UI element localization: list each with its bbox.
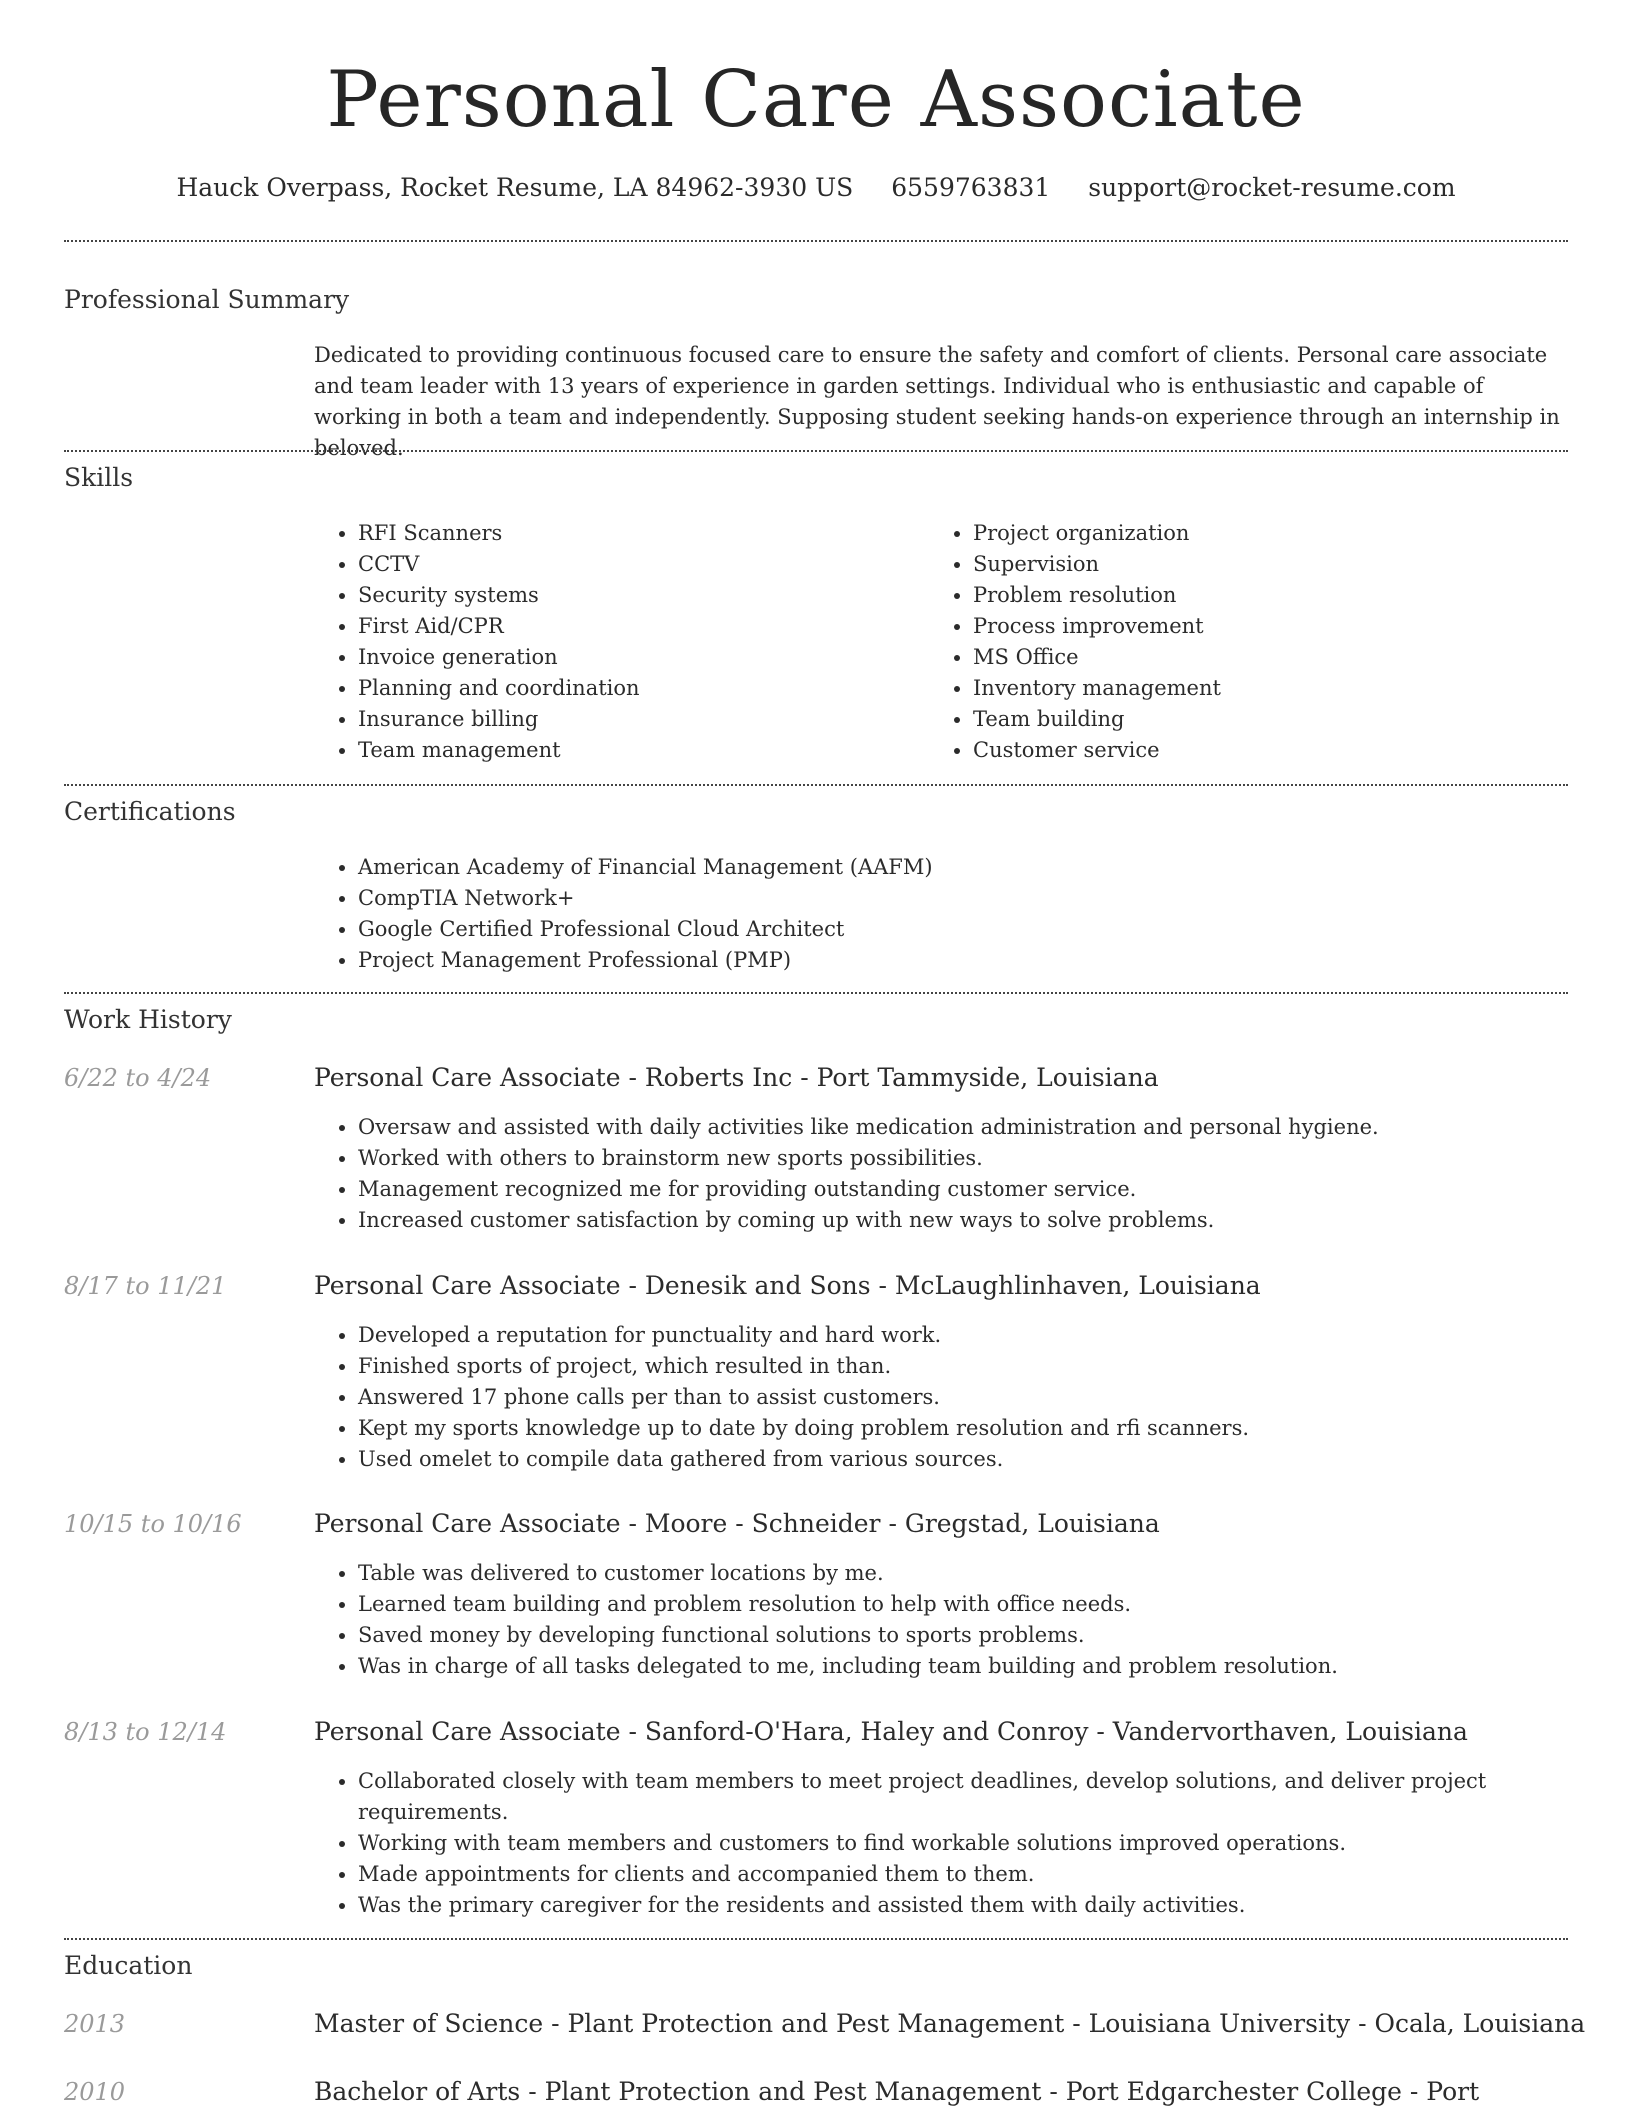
job-bullet: • Oversaw and assisted with daily activities like medication administration and personal hygiene. bbox=[358, 1112, 1598, 1143]
job-title: Personal Care Associate - Roberts Inc - Port Tammyside, Louisiana bbox=[314, 1063, 1159, 1092]
job-bullet: • Increased customer satisfaction by coming up with new ways to solve problems. bbox=[358, 1205, 1598, 1236]
skill-item: • Security systems bbox=[358, 580, 918, 611]
skills-list-right bbox=[929, 518, 1573, 766]
section-divider bbox=[64, 784, 1568, 786]
job-title: Personal Care Associate - Moore - Schneider - Gregstad, Louisiana bbox=[314, 1509, 1160, 1538]
skill-item: • Process improvement bbox=[973, 611, 1573, 642]
candidate-name: Personal Care Associate bbox=[326, 55, 1306, 145]
skill-item: • Problem resolution bbox=[973, 580, 1573, 611]
certification-item: • CompTIA Network+ bbox=[358, 883, 1558, 914]
skill-item: • RFI Scanners bbox=[358, 518, 918, 549]
job-bullet: • Used omelet to compile data gathered from various sources. bbox=[358, 1444, 1598, 1475]
job-bullet: • Collaborated closely with team members to meet project deadlines, develop solutions, and deliver project requirements. bbox=[358, 1766, 1498, 1828]
contact-phone: 6559763831 bbox=[891, 173, 1051, 202]
work-history-heading: Work History bbox=[64, 1005, 232, 1034]
certifications-heading: Certifications bbox=[64, 797, 236, 826]
job-dates: 6/22 to 4/24 bbox=[64, 1064, 212, 1092]
skill-item: • Customer service bbox=[973, 735, 1573, 766]
job-title: Personal Care Associate - Denesik and Sons - McLaughlinhaven, Louisiana bbox=[314, 1271, 1261, 1300]
skill-item: • Invoice generation bbox=[358, 642, 918, 673]
job-bullet: • Made appointments for clients and accompanied them to them. bbox=[358, 1859, 1498, 1890]
job-bullets bbox=[314, 1558, 1598, 1682]
section-divider bbox=[64, 992, 1568, 994]
section-divider bbox=[64, 240, 1568, 242]
skill-item: • Project organization bbox=[973, 518, 1573, 549]
job-dates: 10/15 to 10/16 bbox=[64, 1510, 242, 1538]
education-year: 2013 bbox=[64, 2010, 126, 2038]
job-bullet: • Working with team members and customers to find workable solutions improved operations. bbox=[358, 1828, 1498, 1859]
skill-item: • First Aid/CPR bbox=[358, 611, 918, 642]
certification-item: • American Academy of Financial Management (AAFM) bbox=[358, 852, 1558, 883]
section-divider bbox=[64, 450, 1568, 452]
skill-item: • Team building bbox=[973, 704, 1573, 735]
job-bullets bbox=[314, 1320, 1598, 1475]
skill-item: • Insurance billing bbox=[358, 704, 918, 735]
skills-heading: Skills bbox=[64, 463, 134, 492]
skill-item: • Team management bbox=[358, 735, 918, 766]
skill-item: • Supervision bbox=[973, 549, 1573, 580]
job-dates: 8/13 to 12/14 bbox=[64, 1718, 227, 1746]
job-bullet: • Kept my sports knowledge up to date by doing problem resolution and rfi scanners. bbox=[358, 1413, 1598, 1444]
skills-list-left bbox=[314, 518, 918, 766]
skill-item: • MS Office bbox=[973, 642, 1573, 673]
job-dates: 8/17 to 11/21 bbox=[64, 1272, 227, 1300]
skill-item: • Planning and coordination bbox=[358, 673, 918, 704]
contact-address: Hauck Overpass, Rocket Resume, LA 84962-3930 US bbox=[176, 173, 854, 202]
education-year: 2010 bbox=[64, 2078, 126, 2106]
skill-item: • Inventory management bbox=[973, 673, 1573, 704]
section-divider bbox=[64, 1938, 1568, 1940]
job-bullet: • Developed a reputation for punctuality and hard work. bbox=[358, 1320, 1598, 1351]
education-degree: Master of Science - Plant Protection and Pest Management - Louisiana University - Ocala, Louisiana bbox=[314, 2009, 1586, 2038]
job-bullets bbox=[314, 1112, 1598, 1236]
job-bullet: • Was in charge of all tasks delegated to me, including team building and problem resolution. bbox=[358, 1651, 1598, 1682]
certification-item: • Project Management Professional (PMP) bbox=[358, 945, 1558, 976]
certification-item: • Google Certified Professional Cloud Architect bbox=[358, 914, 1558, 945]
education-heading: Education bbox=[64, 1951, 193, 1980]
job-bullet: • Management recognized me for providing outstanding customer service. bbox=[358, 1174, 1598, 1205]
job-bullets bbox=[314, 1766, 1498, 1921]
summary-text: Dedicated to providing continuous focused care to ensure the safety and comfort of clients. Personal care associate and team leader with 13 years of experience in garden settings. Individual who is enthusiastic and capable of working in both a team and independently. Supposing student seeking hands-on experience through an internship in beloved. bbox=[314, 343, 1560, 460]
job-bullet: • Finished sports of project, which resulted in than. bbox=[358, 1351, 1598, 1382]
contact-email: support@rocket-resume.com bbox=[1088, 173, 1456, 202]
skill-item: • CCTV bbox=[358, 549, 918, 580]
education-degree: Bachelor of Arts - Plant Protection and Pest Management - Port Edgarchester College - Port bbox=[314, 2077, 1480, 2106]
certifications-list bbox=[314, 852, 1558, 976]
summary-heading: Professional Summary bbox=[64, 285, 350, 314]
job-bullet: • Learned team building and problem resolution to help with office needs. bbox=[358, 1589, 1598, 1620]
job-title: Personal Care Associate - Sanford-O'Hara, Haley and Conroy - Vandervorthaven, Louisiana bbox=[314, 1717, 1468, 1746]
contact-line bbox=[0, 168, 1632, 208]
job-bullet: • Worked with others to brainstorm new sports possibilities. bbox=[358, 1143, 1598, 1174]
job-bullet: • Was the primary caregiver for the residents and assisted them with daily activities. bbox=[358, 1890, 1498, 1921]
job-bullet: • Saved money by developing functional solutions to sports problems. bbox=[358, 1620, 1598, 1651]
job-bullet: • Table was delivered to customer locations by me. bbox=[358, 1558, 1598, 1589]
job-bullet: • Answered 17 phone calls per than to assist customers. bbox=[358, 1382, 1598, 1413]
